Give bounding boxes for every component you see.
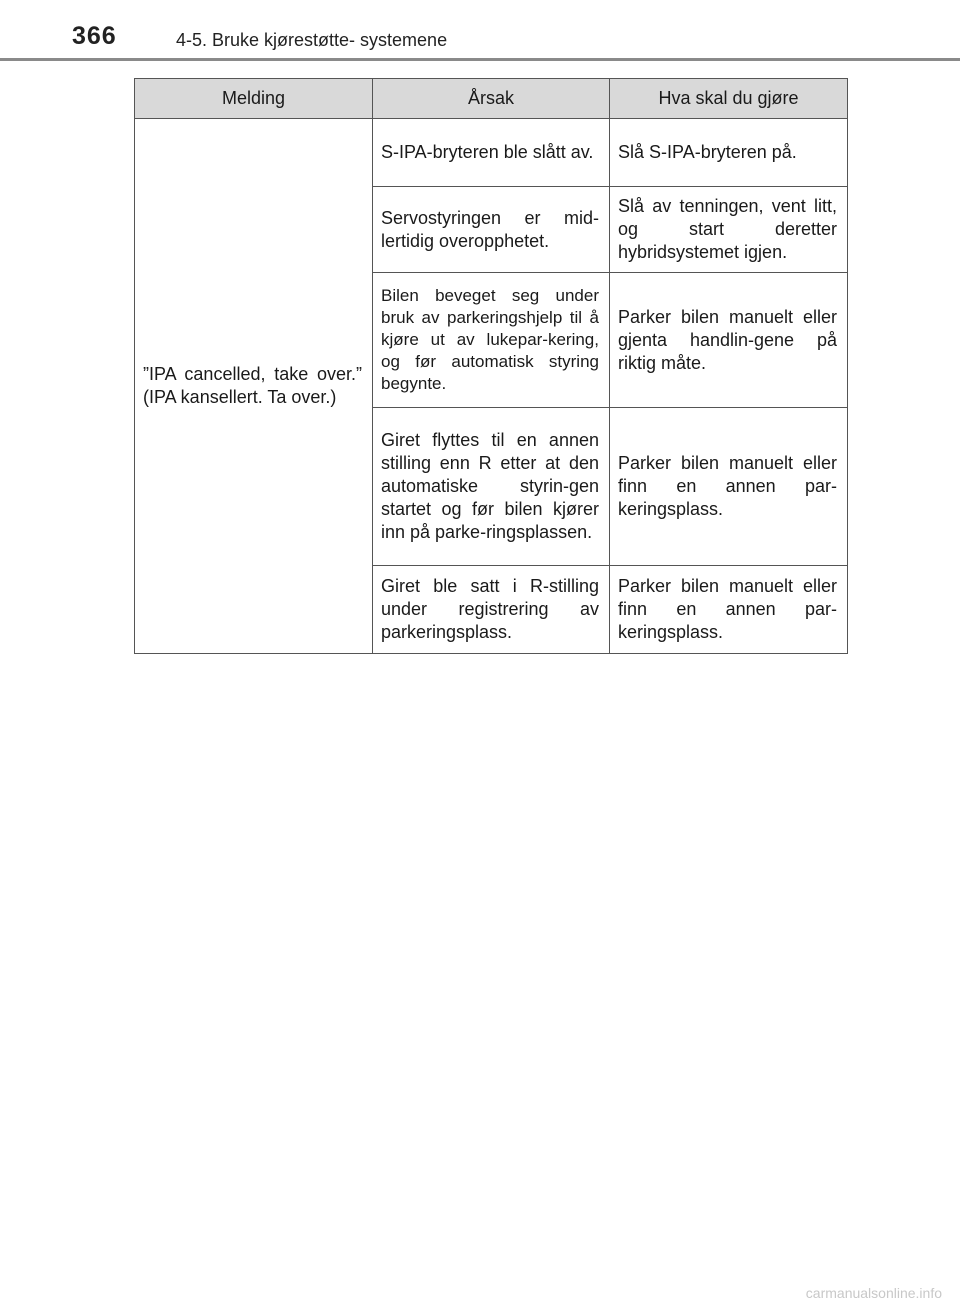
cause-cell: Bilen beveget seg under bruk av parkeringshjelp til å kjøre ut av lukepar-kering, og før automatisk styring begynte. [373,273,610,408]
cause-cell: Servostyringen er mid-lertidig overopphetet. [373,187,610,273]
message-table [134,78,848,654]
header-rule [0,58,960,61]
column-header-cause: Årsak [373,79,610,119]
section-title: 4-5. Bruke kjørestøtte- systemene [176,30,448,50]
action-cell: Slå S-IPA-bryteren på. [610,119,848,187]
action-cell: Parker bilen manuelt eller finn en annen par-keringsplass. [610,408,848,566]
cause-cell: Giret flyttes til en annen stilling enn R etter at den automatiske styrin-gen startet og før bilen kjører inn på parke-ringsplassen. [373,408,610,566]
cause-cell: Giret ble satt i R-stilling under registrering av parkeringsplass. [373,566,610,654]
page-header [0,0,960,62]
column-header-message: Melding [135,79,373,119]
page-number: 366 [72,22,117,50]
table-header-row [135,79,848,119]
cause-cell: S-IPA-bryteren ble slått av. [373,119,610,187]
action-cell: Parker bilen manuelt eller finn en annen par-keringsplass. [610,566,848,654]
action-cell: Parker bilen manuelt eller gjenta handlin-gene på riktig måte. [610,273,848,408]
message-cell: ”IPA cancelled, take over.” (IPA kansellert. Ta over.) [135,119,373,654]
column-header-action: Hva skal du gjøre [610,79,848,119]
footer-watermark: carmanualsonline.info [805,1285,942,1301]
action-cell: Slå av tenningen, vent litt, og start deretter hybridsystemet igjen. [610,187,848,273]
table-row [135,119,848,187]
